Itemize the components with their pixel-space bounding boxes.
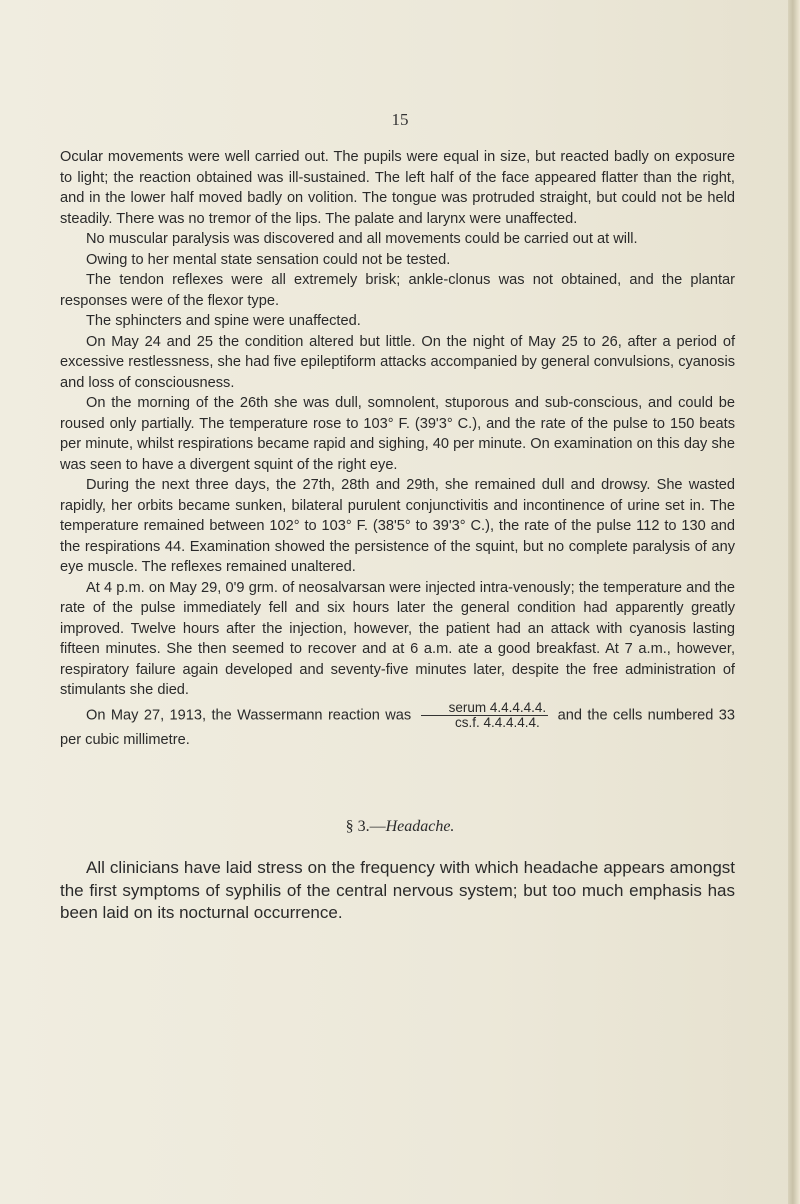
page-edge (788, 0, 800, 1204)
paragraph: During the next three days, the 27th, 28th and 29th, she remained dull and drowsy. She wasted rapidly, her orbits became sunken, bilateral purulent conjunctivitis and incontinence of urine set in. The temperature remained between 102° to 103° F. (38'5° to 39'3° C.), the rate of the pulse 112 to 130 and the respirations 44. Examination showed the persistence of the squint, but no complete paralysis of any eye muscle. The reflexes remained unaltered. (60, 477, 735, 575)
paragraph: At 4 p.m. on May 29, 0'9 grm. of neosalvarsan were injected intra-venously; the temperature and the rate of the pulse immediately fell and six hours later the general condition had apparently greatly improved. Twelve hours after the injection, however, the patient had an attack with cyanosis lasting fifteen minutes. She then seemed to recover and at 6 a.m. ate a good breakfast. At 7 a.m., however, respiratory failure again developed and seventy-five minutes later, despite the free administration of stimulants she died. (60, 579, 735, 698)
paragraph: The tendon reflexes were all extremely brisk; ankle-clonus was not obtained, and the plantar responses were of the flexor type. (60, 272, 735, 309)
section-body (60, 857, 735, 925)
section-number: § 3.— (345, 818, 386, 835)
fraction-denominator: cs.f. 4.4.4.4.4. (455, 714, 540, 730)
paragraph: On May 24 and 25 the condition altered but little. On the night of May 25 to 26, after a period of excessive restlessness, she had five epileptiform attacks accompanied by general convulsions, cyanosis and loss of consciousness. (60, 333, 735, 391)
wassermann-fraction (421, 701, 549, 730)
paragraph: Ocular movements were well carried out. The pupils were equal in size, but reacted badly on exposure to light; the reaction obtained was ill-sustained. The left half of the face appeared flatter than the right, and in the lower half moved badly on volition. The tongue was protruded straight, but could not be held steadily. There was no tremor of the lips. The palate and larynx were unaffected. (60, 149, 735, 227)
page-number: 15 (391, 110, 409, 129)
paragraph: No muscular paralysis was discovered and all movements could be carried out at will. (86, 231, 638, 247)
paragraph: The sphincters and spine were unaffected. (86, 313, 361, 329)
paragraph: All clinicians have laid stress on the frequency with which headache appears amongst the first symptoms of syphilis of the central nervous system; but too much emphasis has been laid on its nocturnal occurrence. (60, 858, 735, 922)
wassermann-text-before: On May 27, 1913, the Wassermann reaction was (86, 706, 412, 723)
wassermann-continuation: cells numbered 33 per cubic millimetre. (60, 706, 735, 748)
section-heading (0, 818, 800, 836)
paragraph: Owing to her mental state sensation could not be tested. (86, 251, 451, 268)
fraction-numerator: serum 4.4.4.4.4. (421, 701, 549, 716)
section-title: Headache. (385, 818, 455, 835)
wassermann-paragraph (60, 701, 735, 751)
paragraph: On the morning of the 26th she was dull, somnolent, stuporous and sub-conscious, and could be roused only partially. The temperature rose to 103° F. (39'3° C.), and the rate of the pulse to 150 beats per minute, whilst respirations became rapid and sighing, 40 per minute. On examination on this day she was seen to have a divergent squint of the right eye. (60, 395, 735, 473)
body-text (60, 147, 735, 750)
wassermann-text-after: and the (557, 706, 608, 723)
